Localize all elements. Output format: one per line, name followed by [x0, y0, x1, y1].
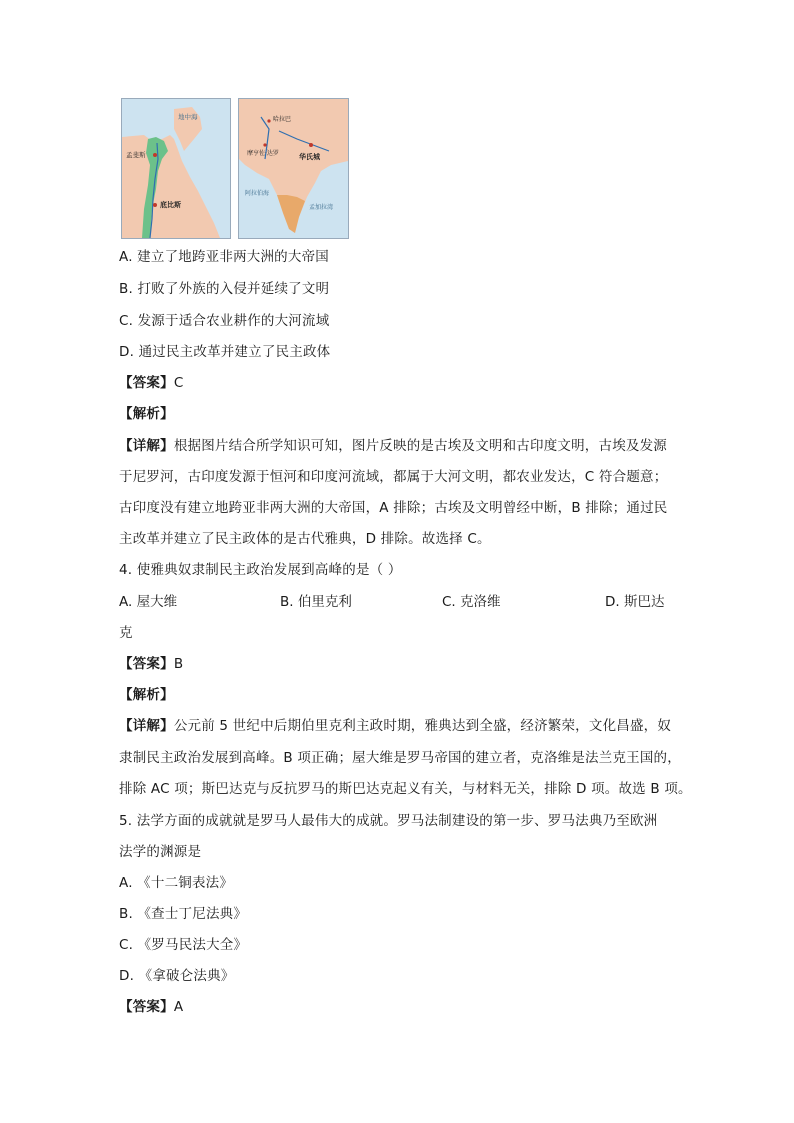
city-label-north: 孟斐斯 [126, 151, 146, 159]
answer-label: 【答案】 [119, 375, 174, 391]
q4-option-d-wrap: 克 [119, 625, 133, 641]
q5-question-line-2: 法学的渊源是 [119, 844, 202, 860]
sea-label: 地中海 [178, 113, 198, 121]
q5-option-c: C. 《罗马民法大全》 [119, 937, 248, 953]
q3-detail-line-2: 于尼罗河，古印度发源于恒河和印度河流域，都属于大河文明，都农业发达，C 符合题意； [119, 469, 668, 485]
detail-text: 根据图片结合所学知识可知，图片反映的是古埃及文明和古印度文明，古埃及发源 [173, 438, 668, 454]
q4-answer [119, 655, 183, 673]
egypt-map [121, 98, 231, 239]
q4-options-row [119, 593, 679, 611]
answer-value: A [173, 999, 184, 1015]
q5-question-line-1: 5. 法学方面的成就就是罗马人最伟大的成就。罗马法制建设的第一步、罗马法典乃至欧洲 [119, 813, 658, 829]
city-label-huashi: 华氏城 [299, 153, 320, 161]
answer-value: B [173, 656, 184, 672]
q4-option-d: D. 斯巴达 [605, 594, 665, 610]
q3-option-a: A. 建立了地跨亚非两大洲的大帝国 [119, 249, 329, 265]
city-label-harappa: 哈拉巴 [273, 116, 292, 123]
q5-option-b: B. 《查士丁尼法典》 [119, 906, 248, 922]
answer-label: 【答案】 [119, 999, 174, 1015]
detail-label: 【详解】 [119, 438, 174, 454]
q5-option-d: D. 《拿破仑法典》 [119, 968, 235, 984]
detail-label: 【详解】 [119, 718, 174, 734]
city-label-mohenjo: 摩亨佐·达罗 [247, 150, 279, 157]
sea-label-east: 孟加拉湾 [309, 204, 334, 211]
q3-detail-line-3: 古印度没有建立地跨亚非两大洲的大帝国，A 排除；古埃及文明曾经中断，B 排除；通过民 [119, 500, 668, 516]
answer-label: 【答案】 [119, 656, 174, 672]
q4-option-b: B. 伯里克利 [280, 594, 352, 610]
sea-label-west: 阿拉伯海 [245, 190, 270, 197]
q4-option-a: A. 屋大维 [119, 594, 178, 610]
q5-answer [119, 998, 183, 1016]
city-label-south: 底比斯 [160, 201, 181, 209]
q5-option-a: A. 《十二铜表法》 [119, 875, 234, 891]
q3-option-c: C. 发源于适合农业耕作的大河流域 [119, 313, 330, 329]
q4-analysis-label: 【解析】 [119, 687, 174, 703]
answer-value: C [173, 375, 184, 391]
q3-detail-line-1 [119, 437, 667, 455]
detail-text: 公元前 5 世纪中后期伯里克利主政时期，雅典达到全盛，经济繁荣，文化昌盛，奴 [173, 718, 672, 734]
q4-question: 4. 使雅典奴隶制民主政治发展到高峰的是（ ） [119, 562, 402, 578]
q4-option-c: C. 克洛维 [442, 594, 501, 610]
q3-analysis-label: 【解析】 [119, 406, 174, 422]
q3-option-b: B. 打败了外族的入侵并延续了文明 [119, 281, 330, 297]
q3-detail-line-4: 主改革并建立了民主政体的是古代雅典，D 排除。故选择 C。 [119, 531, 491, 547]
q3-answer [119, 374, 183, 392]
q3-option-d: D. 通过民主改革并建立了民主政体 [119, 344, 331, 360]
q4-detail-line-3: 排除 AC 项；斯巴达克与反抗罗马的斯巴达克起义有关，与材料无关，排除 D 项。故选 B 项。 [119, 781, 692, 797]
q4-detail-line-1 [119, 717, 671, 735]
q4-detail-line-2: 隶制民主政治发展到高峰。B 项正确；屋大维是罗马帝国的建立者，克洛维是法兰克王国的， [119, 750, 681, 766]
india-map [238, 98, 349, 239]
